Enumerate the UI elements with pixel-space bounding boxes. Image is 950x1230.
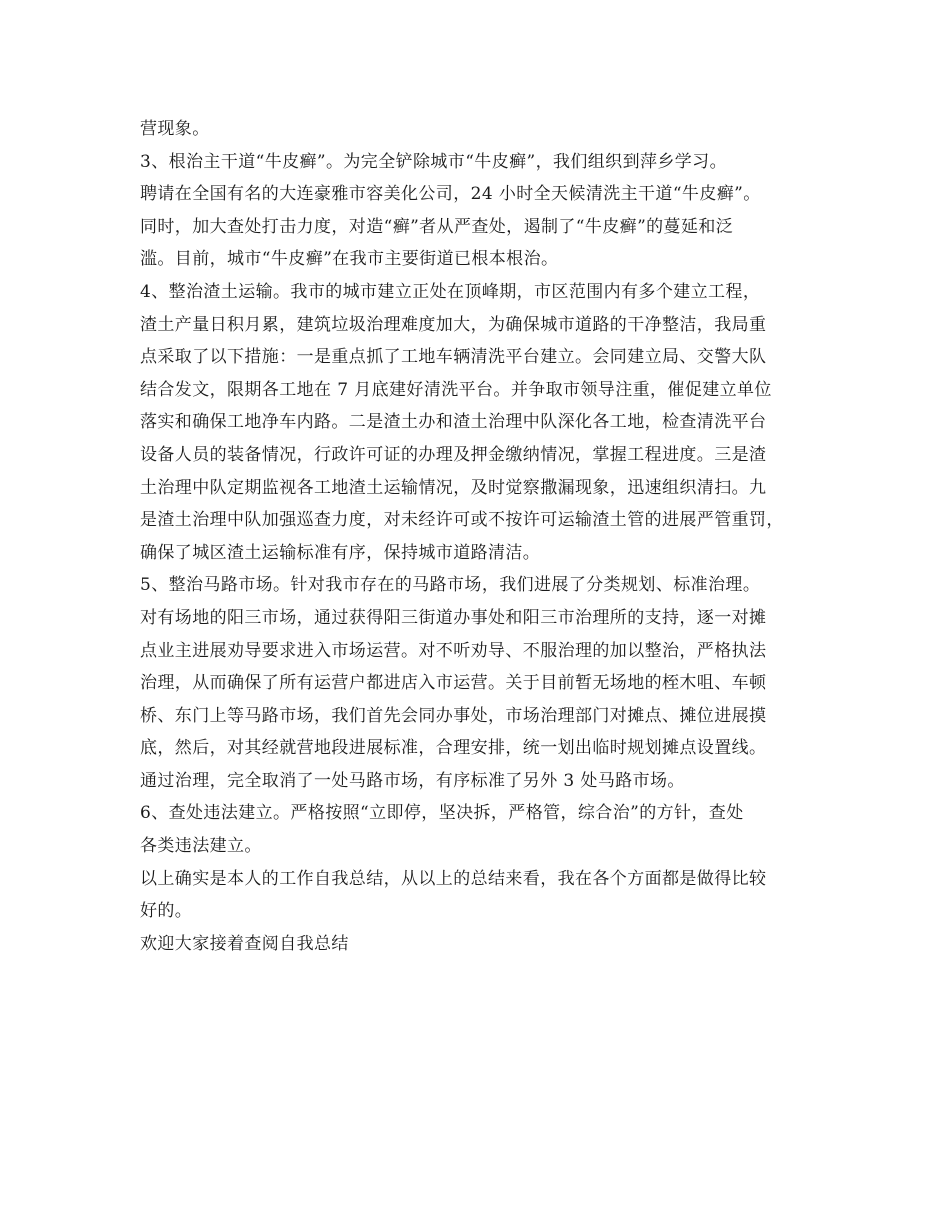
text-line: 结合发文，限期各工地在 7 月底建好清洗平台。并争取市领导注重，催促建立单位: [140, 379, 772, 400]
text-line: 是渣土治理中队加强巡查力度，对未经许可或不按许可运输渣土管的进展严管重罚，: [140, 510, 784, 531]
text-line: 点采取了以下措施：一是重点抓了工地车辆清洗平台建立。会同建立局、交警大队: [140, 347, 767, 368]
text-line: 好的。: [140, 901, 193, 922]
text-line: 点业主进展劝导要求进入市场运营。对不听劝导、不服治理的加以整治，严格执法: [140, 640, 767, 661]
text-line: 同时，加大查处打击力度，对造“癣”者从严查处，遏制了“牛皮癣”的蔓延和泛: [140, 216, 734, 237]
text-line: 营现象。: [140, 119, 210, 139]
text-line: 土治理中队定期监视各工地渣土运输情况，及时觉察撒漏现象，迅速组织清扫。九: [140, 477, 767, 498]
text-line: 4、整治渣土运输。我市的城市建立正处在顶峰期，市区范围内有多个建立工程，: [140, 281, 761, 302]
text-line: 6、查处违法建立。严格按照“立即停，坚决拆，严格管，综合治”的方针，查处: [140, 803, 744, 824]
text-line: 确保了城区渣土运输标准有序，保持城市道路清洁。: [140, 542, 541, 563]
text-line: 聘请在全国有名的大连豪雅市容美化公司，24 小时全天候清洗主干道“牛皮癣”。: [140, 184, 761, 205]
text-line: 桥、东门上等马路市场，我们首先会同办事处，市场治理部门对摊点、摊位进展摸: [140, 705, 767, 726]
text-line: 通过治理，完全取消了一处马路市场，有序标准了另外 3 处马路市场。: [140, 770, 685, 791]
text-line: 落实和确保工地净车内路。二是渣土办和渣土治理中队深化各工地，检查清洗平台: [140, 412, 767, 433]
text-line: 渣土产量日积月累，建筑垃圾治理难度加大，为确保城市道路的干净整洁，我局重: [140, 314, 767, 335]
text-line: 以上确实是本人的工作自我总结，从以上的总结来看，我在各个方面都是做得比较: [140, 868, 767, 889]
text-line: 对有场地的阳三市场，通过获得阳三街道办事处和阳三市治理所的支持，逐一对摊: [140, 607, 767, 628]
text-line: 3、根治主干道“牛皮癣”。为完全铲除城市“牛皮癣”，我们组织到萍乡学习。: [140, 151, 727, 172]
text-line: 设备人员的装备情况，行政许可证的办理及押金缴纳情况，掌握工程进度。三是渣: [140, 444, 767, 465]
text-line: 各类违法建立。: [140, 836, 262, 857]
text-line: 欢迎大家接着查阅自我总结: [140, 933, 349, 954]
text-line: 滥。目前，城市“牛皮癣”在我市主要街道已根本根治。: [140, 249, 559, 270]
text-line: 治理，从而确保了所有运营户都进店入市运营。关于目前暂无场地的桎木咀、车顿: [140, 673, 767, 694]
text-line: 5、整治马路市场。针对我市存在的马路市场，我们进展了分类规划、标准治理。: [140, 575, 761, 596]
text-line: 底，然后，对其经就营地段进展标准，合理安排，统一划出临时规划摊点设置线。: [140, 738, 767, 759]
document-body: [140, 113, 830, 960]
